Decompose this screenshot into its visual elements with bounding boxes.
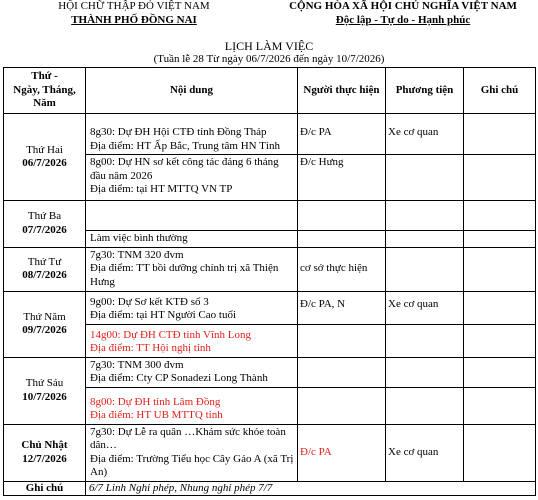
day-date: 09/7/2026 bbox=[22, 324, 67, 336]
col-header-day-line1: Thứ - bbox=[31, 70, 58, 83]
entry-line: 7g30: Dự Lễ ra quân …Khám sức khỏe toàn dân… bbox=[90, 425, 286, 451]
day-date: 06/7/2026 bbox=[22, 157, 67, 169]
entry-vehicle: Xe cơ quan bbox=[386, 291, 464, 324]
entry-content-empty bbox=[86, 201, 298, 231]
entry-person bbox=[298, 387, 386, 424]
entry-note bbox=[464, 114, 536, 155]
entry-person bbox=[298, 324, 386, 357]
entry-content-highlight bbox=[86, 324, 298, 357]
entry-note bbox=[464, 291, 536, 324]
entry-vehicle bbox=[386, 155, 464, 201]
day-name: Chủ Nhật bbox=[21, 439, 68, 451]
footer-row bbox=[4, 481, 536, 496]
entry-line: 14g00: Dự ĐH CTĐ tỉnh Vĩnh Long bbox=[90, 328, 251, 341]
entry-content bbox=[86, 291, 298, 324]
entry-content bbox=[86, 231, 298, 248]
entry-vehicle bbox=[386, 201, 464, 231]
entry-note bbox=[464, 357, 536, 387]
col-header-day-line3: Năm bbox=[33, 97, 56, 110]
entry-note bbox=[464, 424, 536, 481]
entry-person: Đ/c PA, N bbox=[298, 291, 386, 324]
entry-person: Đ/c PA bbox=[298, 114, 386, 155]
entry-location: Địa điểm: tại HT MTTQ VN TP bbox=[90, 183, 233, 195]
table-row bbox=[4, 357, 536, 387]
entry-vehicle bbox=[386, 324, 464, 357]
entry-note bbox=[464, 247, 536, 291]
entry-vehicle bbox=[386, 387, 464, 424]
col-header-person: Người thực hiện bbox=[298, 68, 386, 114]
org-name: HỘI CHỮ THẬP ĐỎ VIỆT NAM bbox=[58, 0, 210, 12]
schedule-table bbox=[3, 67, 536, 496]
day-date: 08/7/2026 bbox=[22, 269, 67, 281]
entry-vehicle bbox=[386, 357, 464, 387]
day-date: 10/7/2026 bbox=[22, 390, 67, 403]
col-header-note: Ghi chú bbox=[464, 68, 536, 114]
day-cell bbox=[4, 114, 86, 201]
org-subname: THÀNH PHỐ ĐỒNG NAI bbox=[71, 14, 197, 26]
page-subtitle: (Tuần lễ 28 Từ ngày 06/7/2026 đến ngày 10/7/2026) bbox=[153, 53, 385, 65]
col-header-vehicle: Phương tiện bbox=[386, 68, 464, 114]
entry-person: Đ/c Hưng bbox=[298, 155, 386, 201]
entry-person: cơ sở thực hiện bbox=[298, 247, 386, 291]
entry-note bbox=[464, 387, 536, 424]
entry-location: Địa điểm: TT bồi dưỡng chính trị xã Thiện Hưng bbox=[90, 262, 279, 288]
national-motto-block bbox=[268, 0, 538, 27]
entry-vehicle bbox=[386, 247, 464, 291]
day-name: Thứ Sáu bbox=[25, 377, 64, 389]
col-header-content: Nội dung bbox=[86, 68, 298, 114]
day-cell bbox=[4, 291, 86, 357]
table-row bbox=[4, 247, 536, 291]
page-title: LỊCH LÀM VIỆC bbox=[224, 39, 314, 53]
day-date: 12/7/2026 bbox=[22, 452, 67, 465]
entry-line: 7g30: TNM 300 đvm bbox=[90, 358, 184, 371]
table-row bbox=[4, 201, 536, 231]
entry-vehicle: Xe cơ quan bbox=[386, 114, 464, 155]
entry-content bbox=[86, 357, 298, 387]
day-name: Thứ Hai bbox=[26, 143, 63, 156]
entry-content bbox=[86, 247, 298, 291]
table-row bbox=[4, 114, 536, 155]
motto: Độc lập - Tự do - Hạnh phúc bbox=[335, 14, 471, 26]
col-header-day-line2: Ngày, Tháng, bbox=[13, 83, 76, 96]
entry-note bbox=[464, 231, 536, 248]
entry-line: Làm việc bình thường bbox=[90, 232, 188, 244]
day-name: Thứ Tư bbox=[27, 255, 62, 268]
day-name: Thứ Năm bbox=[23, 310, 66, 323]
entry-line: 9g00: Dự Sơ kết KTĐ số 3 bbox=[90, 295, 209, 308]
entry-person bbox=[298, 231, 386, 248]
table-header-row bbox=[4, 68, 536, 114]
entry-content bbox=[86, 424, 298, 481]
entry-person bbox=[298, 357, 386, 387]
entry-content bbox=[86, 155, 298, 201]
table-row bbox=[4, 424, 536, 481]
entry-line: 7g30: TNM 320 đvm bbox=[90, 248, 184, 261]
day-cell bbox=[4, 247, 86, 291]
entry-vehicle bbox=[386, 231, 464, 248]
table-row bbox=[4, 291, 536, 324]
entry-location: Địa điểm: TT Hội nghị tỉnh bbox=[90, 342, 211, 354]
entry-content-highlight bbox=[86, 387, 298, 424]
entry-vehicle: Xe cơ quan bbox=[386, 424, 464, 481]
entry-location: Địa điểm: tại HT Người Cao tuổi bbox=[90, 309, 237, 321]
nation-name: CỘNG HÒA XÃ HỘI CHỦ NGHĨA VIỆT NAM bbox=[289, 0, 517, 12]
entry-line: 8g00: Dự ĐH tỉnh Lâm Đồng bbox=[90, 395, 221, 408]
day-cell bbox=[4, 357, 86, 424]
footer-label: Ghi chú bbox=[4, 481, 86, 496]
entry-location: Địa điểm: HT UB MTTQ tỉnh bbox=[90, 409, 223, 421]
entry-location: Địa điểm: Trường Tiểu học Cây Gáo A (xã Trị An) bbox=[90, 452, 294, 478]
entry-note bbox=[464, 155, 536, 201]
day-cell bbox=[4, 424, 86, 481]
day-name: Thứ Ba bbox=[27, 210, 62, 223]
entry-person: Đ/c PA bbox=[298, 424, 386, 481]
entry-person bbox=[298, 201, 386, 231]
entry-note bbox=[464, 324, 536, 357]
col-header-day bbox=[4, 68, 86, 114]
entry-note bbox=[464, 201, 536, 231]
issuer-block bbox=[0, 0, 268, 27]
footer-note: 6/7 Linh Nghỉ phép, Nhung nghỉ phép 7/7 bbox=[86, 481, 536, 496]
entry-line: 8g00: Dự HN sơ kết công tác đảng 6 tháng đầu năm 2026 bbox=[90, 156, 279, 182]
day-cell bbox=[4, 201, 86, 248]
entry-content bbox=[86, 114, 298, 155]
entry-line: 8g30: Dự ĐH Hội CTĐ tỉnh Đồng Tháp bbox=[90, 126, 267, 138]
entry-location: Địa điểm: HT Ấp Bắc, Trung tâm HN Tỉnh bbox=[90, 139, 280, 152]
day-date: 07/7/2026 bbox=[22, 223, 67, 236]
entry-location: Địa điểm: Cty CP Sonadezi Long Thành bbox=[90, 372, 268, 384]
